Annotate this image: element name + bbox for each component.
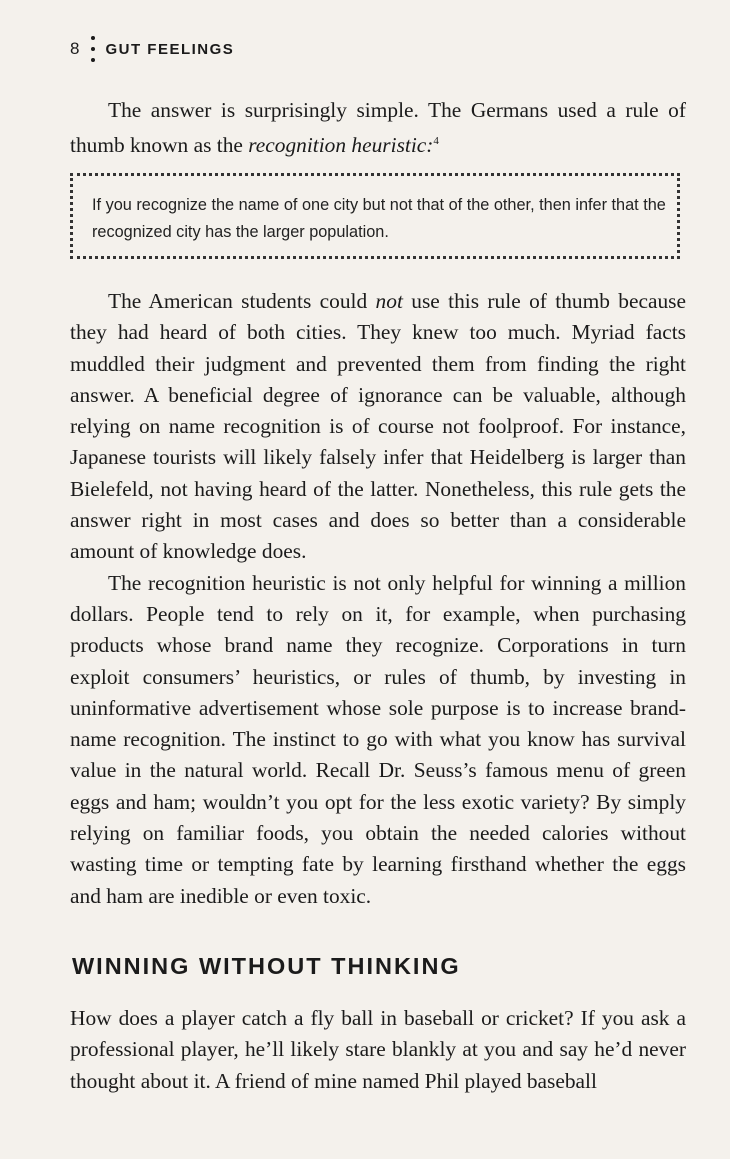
callout-text: If you recognize the name of one city but not that of the other, then infer that the recognized city has the larger population. (92, 196, 666, 241)
separator-dots-icon (91, 36, 95, 62)
section-heading: WINNING WITHOUT THINKING (72, 953, 461, 979)
paragraph-2-text-start: The American students could (108, 289, 376, 313)
running-title: GUT FEELINGS (105, 40, 235, 58)
emphasis-not: not (375, 289, 403, 313)
paragraph-2-text-end: use this rule of thumb because they had heard of both cities. They knew too much. Myriad facts muddled their judgment and prevented them from finding the right answer. A beneficial degree of ignorance can be valuable, although relying on name recognition is of course not foolproof. For instance, Japanese tourists will likely falsely infer that Heidelberg is larger than Bielefeld, not having heard of the latter. Nonetheless, this rule gets the answer right in most cases and does so better than a considerable amount of knowledge does. (70, 289, 686, 564)
section-paragraph-block (70, 1003, 686, 1097)
heuristic-callout-box (70, 173, 680, 259)
paragraph-1-text: The answer is surprisingly simple. The Germans used a rule of thumb known as the (70, 98, 686, 158)
paragraph-2 (70, 286, 686, 568)
page-number: 8 (70, 39, 80, 58)
section-paragraph: How does a player catch a fly ball in baseball or cricket? If you ask a professional player, he’ll likely stare blankly at you and say he’d never thought about it. A friend of mine named Phil played baseball (70, 1006, 686, 1093)
footnote-marker: 4 (433, 135, 439, 148)
running-header (70, 36, 234, 62)
paragraph-2-block (70, 286, 686, 912)
paragraph-1 (70, 95, 686, 162)
paragraph-3: The recognition heuristic is not only helpful for winning a million dollars. People tend to rely on it, for example, when purchasing products whose brand name they recognize. Corporations in turn exploit consumers’ heuristics, or rules of thumb, by investing in uninformative advertisement whose sole purpose is to increase brand-name recognition. The instinct to go with what you know has survival value in the natural world. Recall Dr. Seuss’s famous menu of green eggs and ham; wouldn’t you opt for the less exotic variety? By simply relying on familiar foods, you obtain the needed calories without wasting time or tempting fate by learning firsthand whether the eggs and ham are inedible or even toxic. (70, 570, 686, 908)
recognition-heuristic-term: recognition heuristic: (248, 133, 434, 158)
